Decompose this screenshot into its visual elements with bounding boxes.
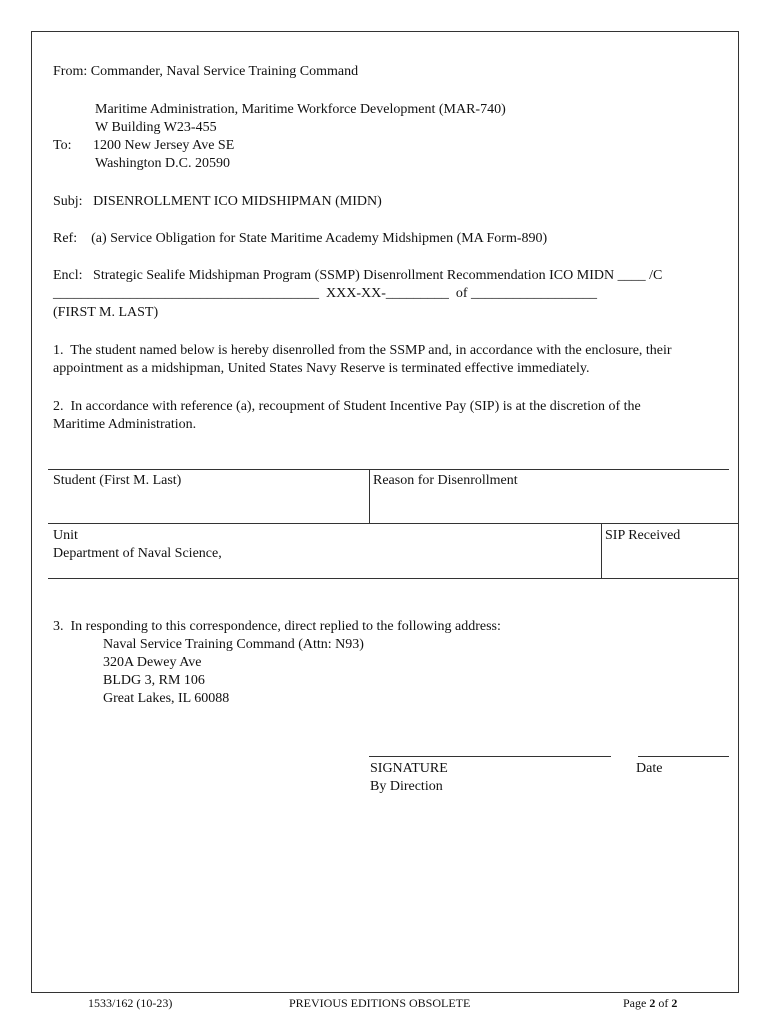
enclosure-line-3: (FIRST M. LAST) bbox=[53, 305, 159, 320]
from-line: From: Commander, Naval Service Training Command bbox=[53, 64, 359, 79]
to-address-line-3: 1200 New Jersey Ave SE bbox=[93, 138, 235, 153]
date-line bbox=[638, 756, 729, 757]
to-label: To: bbox=[53, 138, 72, 153]
to-address-line-2: W Building W23-455 bbox=[95, 120, 217, 135]
paragraph-1-line-2: appointment as a midshipman, United States Navy Reserve is terminated effective immediately. bbox=[53, 361, 590, 376]
to-address-line-1: Maritime Administration, Maritime Workforce Development (MAR-740) bbox=[95, 102, 506, 117]
page-mid: of bbox=[655, 996, 672, 1010]
signature-line bbox=[369, 756, 611, 757]
address-line-4: Great Lakes, IL 60088 bbox=[103, 691, 230, 706]
page-indicator bbox=[623, 996, 677, 1010]
address-line-3: BLDG 3, RM 106 bbox=[103, 673, 205, 688]
address-line-1: Naval Service Training Command (Attn: N93) bbox=[103, 637, 364, 652]
page-total: 2 bbox=[671, 996, 678, 1010]
student-field-label: Student (First M. Last) bbox=[53, 473, 182, 488]
enclosure-line-2: ______________________________________ XXX-XX-_________ of __________________ bbox=[53, 286, 598, 301]
unit-field-label: Unit bbox=[53, 528, 78, 543]
reference-line: Ref: (a) Service Obligation for State Maritime Academy Midshipmen (MA Form-890) bbox=[53, 231, 548, 246]
address-intro: 3. In responding to this correspondence, direct replied to the following address: bbox=[53, 619, 501, 634]
paragraph-2-line-1: 2. In accordance with reference (a), recoupment of Student Incentive Pay (SIP) is at the discretion of the bbox=[53, 399, 641, 414]
subject-line: Subj: DISENROLLMENT ICO MIDSHIPMAN (MIDN) bbox=[53, 194, 382, 209]
table-divider-2 bbox=[601, 523, 602, 579]
form-number: 1533/162 (10-23) bbox=[88, 996, 173, 1010]
sip-received-label: SIP Received bbox=[605, 528, 681, 543]
form-border bbox=[31, 31, 739, 993]
table-divider-1 bbox=[369, 469, 370, 524]
to-address-line-4: Washington D.C. 20590 bbox=[95, 156, 230, 171]
enclosure-line-1: Encl: Strategic Sealife Midshipman Program (SSMP) Disenrollment Recommendation ICO MIDN ____ /C bbox=[53, 268, 663, 283]
page-prefix: Page bbox=[623, 996, 650, 1010]
by-direction-label: By Direction bbox=[370, 779, 443, 794]
date-label: Date bbox=[636, 761, 663, 776]
signature-label: SIGNATURE bbox=[370, 761, 448, 776]
address-line-2: 320A Dewey Ave bbox=[103, 655, 202, 670]
unit-field-value: Department of Naval Science, bbox=[53, 546, 222, 561]
page-current: 2 bbox=[649, 996, 656, 1010]
table-top-border bbox=[48, 469, 729, 470]
paragraph-2-line-2: Maritime Administration. bbox=[53, 417, 197, 432]
paragraph-1-line-1: 1. The student named below is hereby disenrolled from the SSMP and, in accordance with the enclosure, their bbox=[53, 343, 672, 358]
reason-field-label: Reason for Disenrollment bbox=[373, 473, 518, 488]
table-middle-border bbox=[48, 523, 738, 524]
table-bottom-border bbox=[48, 578, 738, 579]
obsolete-notice: PREVIOUS EDITIONS OBSOLETE bbox=[289, 996, 471, 1010]
